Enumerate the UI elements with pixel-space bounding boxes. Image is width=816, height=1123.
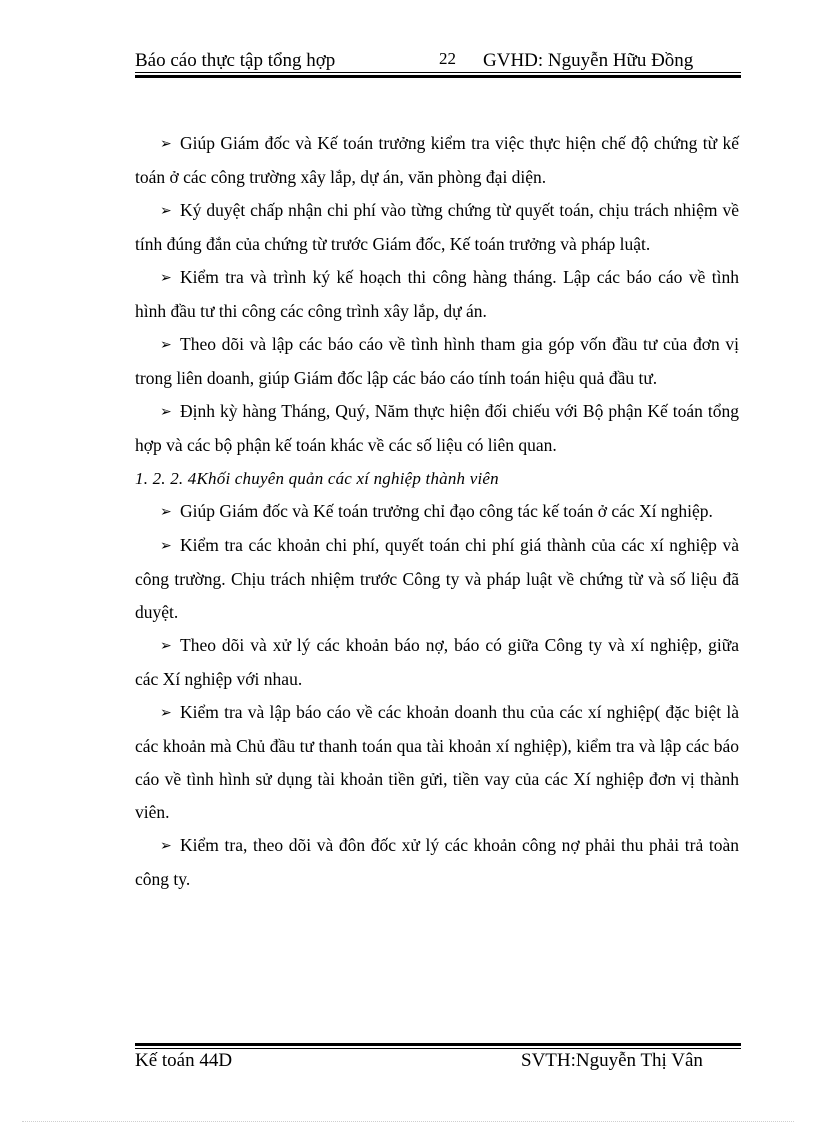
arrow-bullet-icon: ➢: [160, 137, 172, 152]
arrow-bullet-icon: ➢: [160, 405, 172, 420]
paragraph-text: Kiểm tra, theo dõi và đôn đốc xử lý các khoản công nợ phải thu phải trả toàn công ty.: [135, 835, 739, 889]
bullet-paragraph: [135, 829, 739, 896]
arrow-bullet-icon: ➢: [160, 839, 172, 854]
bullet-paragraph: [135, 194, 739, 261]
paragraph-text: Kiểm tra và trình ký kế hoạch thi công hàng tháng. Lập các báo cáo về tình hình đầu tư thi công các công trình xây lắp, dự án.: [135, 267, 739, 321]
header-page-number: 22: [439, 49, 456, 68]
arrow-bullet-icon: ➢: [160, 338, 172, 353]
page-footer: [135, 1050, 741, 1074]
bullet-paragraph: [135, 261, 739, 328]
bullet-paragraph: [135, 629, 739, 696]
arrow-bullet-icon: ➢: [160, 271, 172, 286]
bullet-paragraph: [135, 328, 739, 395]
header-report-title: Báo cáo thực tập tổng hợp: [135, 50, 336, 71]
paragraph-text: Kiểm tra các khoản chi phí, quyết toán chi phí giá thành của các xí nghiệp và công trường. Chịu trách nhiệm trước Công ty và pháp luật về chứng từ và số liệu đã duyệt.: [135, 535, 739, 622]
section-heading: 1. 2. 2. 4Khối chuyên quản các xí nghiệp thành viên: [135, 469, 499, 488]
arrow-bullet-icon: ➢: [160, 706, 172, 721]
arrow-bullet-icon: ➢: [160, 639, 172, 654]
header-rule-thin: [135, 72, 741, 73]
paragraph-text: Định kỳ hàng Tháng, Quý, Năm thực hiện đối chiếu với Bộ phận Kế toán tổng hợp và các bộ phận kế toán khác về các số liệu có liên quan.: [135, 401, 739, 455]
paragraph-text: Theo dõi và lập các báo cáo về tình hình tham gia góp vốn đầu tư của đơn vị trong liên doanh, giúp Giám đốc lập các báo cáo tính toán hiệu quả đầu tư.: [135, 334, 739, 388]
paragraph-text: Giúp Giám đốc và Kế toán trưởng chỉ đạo công tác kế toán ở các Xí nghiệp.: [180, 501, 713, 521]
paragraph-text: Kiểm tra và lập báo cáo về các khoản doanh thu của các xí nghiệp( đặc biệt là các khoản mà Chủ đầu tư thanh toán qua tài khoản xí nghiệp), kiểm tra và lập các báo cáo về tình hình sử dụng tài khoản tiền gửi, tiền vay của các Xí nghiệp đơn vị thành viên.: [135, 702, 739, 822]
paragraph-text: Ký duyệt chấp nhận chi phí vào từng chứng từ quyết toán, chịu trách nhiệm về tính đúng đắn của chứng từ trước Giám đốc, Kế toán trưởng và pháp luật.: [135, 200, 739, 254]
bullet-paragraph: [135, 127, 739, 194]
footer-student-name: SVTH:Nguyễn Thị Vân: [521, 1050, 703, 1071]
bullet-paragraph: [135, 696, 739, 829]
bullet-paragraph: [135, 529, 739, 629]
page-bottom-dotted-line: [22, 1121, 794, 1122]
arrow-bullet-icon: ➢: [160, 539, 172, 554]
footer-rule-thin: [135, 1048, 741, 1049]
paragraph-text: Theo dõi và xử lý các khoản báo nợ, báo có giữa Công ty và xí nghiệp, giữa các Xí nghiệp với nhau.: [135, 635, 739, 689]
arrow-bullet-icon: ➢: [160, 505, 172, 520]
header-rule-thick: [135, 75, 741, 78]
footer-rule-thick: [135, 1043, 741, 1046]
header-supervisor: GVHD: Nguyễn Hữu Đồng: [483, 50, 694, 71]
bullet-paragraph: [135, 495, 739, 529]
arrow-bullet-icon: ➢: [160, 204, 172, 219]
page-body: [135, 127, 739, 896]
paragraph-text: Giúp Giám đốc và Kế toán trưởng kiểm tra việc thực hiện chế độ chứng từ kế toán ở các công trường xây lắp, dự án, văn phòng đại diện.: [135, 133, 739, 187]
bullet-paragraph: [135, 395, 739, 462]
page-header: [135, 48, 741, 74]
footer-class-name: Kế toán 44D: [135, 1050, 233, 1071]
